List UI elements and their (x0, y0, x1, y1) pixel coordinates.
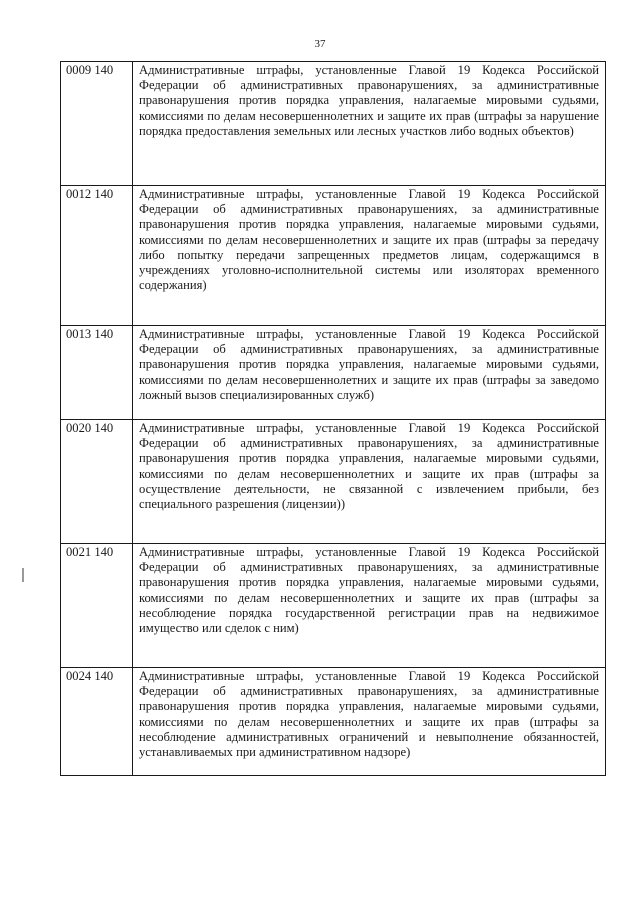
row-description: Административные штрафы, установленные Главой 19 Кодекса Российской Федерации об административных правонарушениях, за административные правонарушения против порядка управления, налагаемые мировыми судьями, комиссиями по делам несовершеннолетних и защите их прав (штрафы за несоблюдение административных ограничений и невыполнение обязанностей, устанавливаемых при административном надзоре) (133, 668, 606, 776)
row-description: Административные штрафы, установленные Главой 19 Кодекса Российской Федерации об административных правонарушениях, за административные правонарушения против порядка управления, налагаемые мировыми судьями, комиссиями по делам несовершеннолетних и защите их прав (штрафы за заведомо ложный вызов специализированных служб) (133, 326, 606, 420)
table-row (61, 544, 606, 668)
row-description: Административные штрафы, установленные Главой 19 Кодекса Российской Федерации об административных правонарушениях, за административные правонарушения против порядка управления, налагаемые мировыми судьями, комиссиями по делам несовершеннолетних и защите их прав (штрафы за передачу либо попытку передачи запрещенных предметов лицам, содержащимся в учреждениях уголовно-исполнительной системы или изоляторах временного содержания) (133, 186, 606, 326)
scan-margin-mark (22, 568, 24, 582)
table-row (61, 326, 606, 420)
row-code: 0021 140 (61, 544, 133, 668)
row-code: 0009 140 (61, 62, 133, 186)
table-row (61, 420, 606, 544)
row-code: 0024 140 (61, 668, 133, 776)
row-code: 0020 140 (61, 420, 133, 544)
page-number: 37 (314, 38, 326, 50)
table-row (61, 186, 606, 326)
table-row (61, 668, 606, 776)
row-code: 0012 140 (61, 186, 133, 326)
classification-table (60, 61, 606, 776)
row-code: 0013 140 (61, 326, 133, 420)
row-description: Административные штрафы, установленные Главой 19 Кодекса Российской Федерации об административных правонарушениях, за административные правонарушения против порядка управления, налагаемые мировыми судьями, комиссиями по делам несовершеннолетних и защите их прав (штрафы за несоблюдение порядка государственной регистрации прав на недвижимое имущество или сделок с ним) (133, 544, 606, 668)
row-description: Административные штрафы, установленные Главой 19 Кодекса Российской Федерации об административных правонарушениях, за административные правонарушения против порядка управления, налагаемые мировыми судьями, комиссиями по делам несовершеннолетних и защите их прав (штрафы за осуществление деятельности, не связанной с извлечением прибыли, без специального разрешения (лицензии)) (133, 420, 606, 544)
table-row (61, 62, 606, 186)
row-description: Административные штрафы, установленные Главой 19 Кодекса Российской Федерации об административных правонарушениях, за административные правонарушения против порядка управления, налагаемые мировыми судьями, комиссиями по делам несовершеннолетних и защите их прав (штрафы за нарушение порядка предоставления земельных или лесных участков либо водных объектов) (133, 62, 606, 186)
